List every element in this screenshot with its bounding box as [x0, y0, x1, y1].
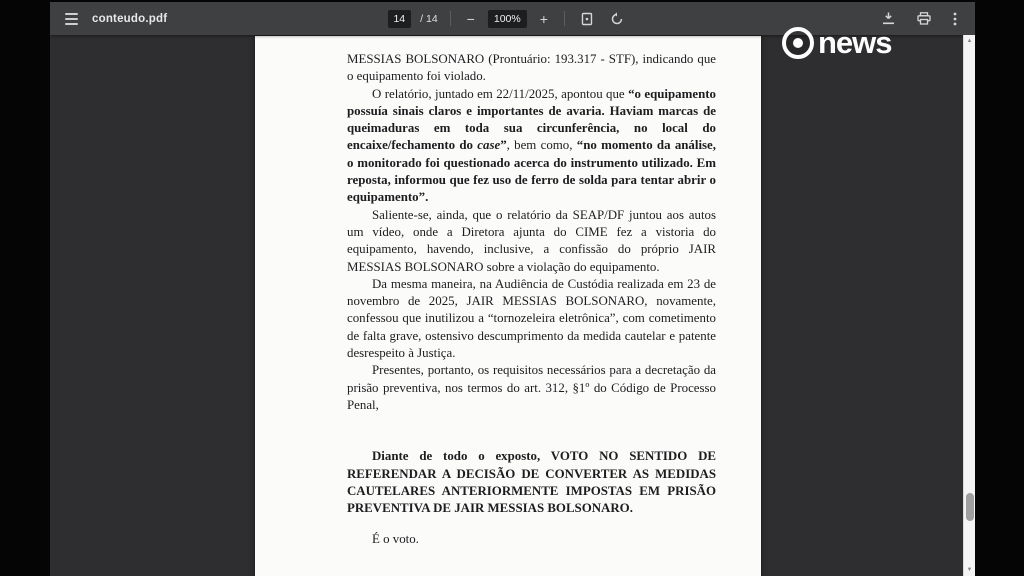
toolbar-divider [450, 11, 451, 26]
paragraph [347, 362, 716, 414]
rotate-icon[interactable] [606, 9, 628, 29]
text-run: “no momento da análise, o monitorado foi questionado acerca do instrumento utilizado. Em reposta, informou que fez uso de ferro de solda para tentar abrir o equipamento”. [347, 138, 717, 205]
scroll-down-arrow-icon[interactable]: ▼ [966, 567, 973, 573]
pdf-filename: conteudo.pdf [92, 12, 168, 25]
text-run: ” [500, 138, 507, 153]
document-page [255, 36, 761, 576]
globonews-logo-text: news [818, 25, 892, 60]
paragraph [347, 207, 716, 276]
document-page-content [255, 36, 761, 549]
zoom-out-button[interactable]: − [463, 9, 479, 29]
toolbar-divider [564, 11, 565, 26]
paragraph [347, 51, 716, 86]
page-number-input[interactable]: 14 [387, 10, 411, 28]
globonews-logo [782, 25, 892, 61]
vertical-scrollbar[interactable] [963, 35, 975, 576]
globo-icon [782, 27, 814, 59]
zoom-level-input[interactable]: 100% [488, 10, 527, 28]
paragraph [347, 86, 716, 207]
text-run: O relatório, juntado em 22/11/2025, apontou que [372, 86, 629, 101]
zoom-in-button[interactable]: + [536, 9, 552, 29]
scroll-up-arrow-icon[interactable]: ▲ [966, 38, 973, 44]
more-options-icon[interactable] [949, 9, 961, 29]
toolbar-center-group [387, 2, 627, 35]
paragraph [347, 531, 716, 548]
scrollbar-thumb[interactable] [966, 493, 974, 521]
text-run: “o equipamento possuía sinais claros e importantes de avaria. Haviam marcas de queimaduras em toda sua circunferência, no local do encaixe/fechamento do [347, 86, 716, 153]
text-run: É o voto. [372, 532, 419, 547]
text-run: , bem como, [506, 138, 577, 153]
text-run: Da mesma maneira, na Audiência de Custódia realizada em 23 de novembro de 2025, JAIR MESSIAS BOLSONARO, novamente, confessou que inutilizou a “tornozeleira eletrônica”, com cometimento de falta grave, ostensivo descumprimento da medida cautelar e patente desrespeito à Justiça. [347, 276, 716, 361]
text-run: MESSIAS BOLSONARO (Prontuário: 193.317 - STF), indicando que o equipamento foi violado. [347, 52, 716, 84]
page-total-label: / 14 [420, 12, 438, 25]
hamburger-menu-icon[interactable] [64, 9, 79, 29]
pdf-viewer-window [50, 2, 975, 576]
paragraph [347, 276, 716, 362]
text-run: Presentes, portanto, os requisitos necessários para a decretação da prisão preventiva, nos termos do art. 312, §1º do Código de Processo Penal, [347, 363, 716, 412]
text-run: Saliente-se, ainda, que o relatório da SEAP/DF juntou aos autos um vídeo, onde a Diretora ajunta do CIME fez a vistoria do equipamento, havendo, inclusive, a confissão do próprio JAIR MESSIAS BOLSONARO sobre a violação do equipamento. [347, 207, 716, 274]
toolbar-left-group [64, 2, 167, 35]
paragraph [347, 448, 716, 517]
print-icon[interactable] [913, 9, 935, 28]
fit-to-page-icon[interactable] [577, 9, 597, 29]
text-run: Diante de todo o exposto, VOTO NO SENTIDO DE REFERENDAR A DECISÃO DE CONVERTER AS MEDIDAS CAUTELARES ANTERIORMENTE IMPOSTAS EM PRISÃO PREVENTIVA DE JAIR MESSIAS BOLSONARO. [347, 449, 716, 516]
text-run: case [477, 138, 501, 153]
